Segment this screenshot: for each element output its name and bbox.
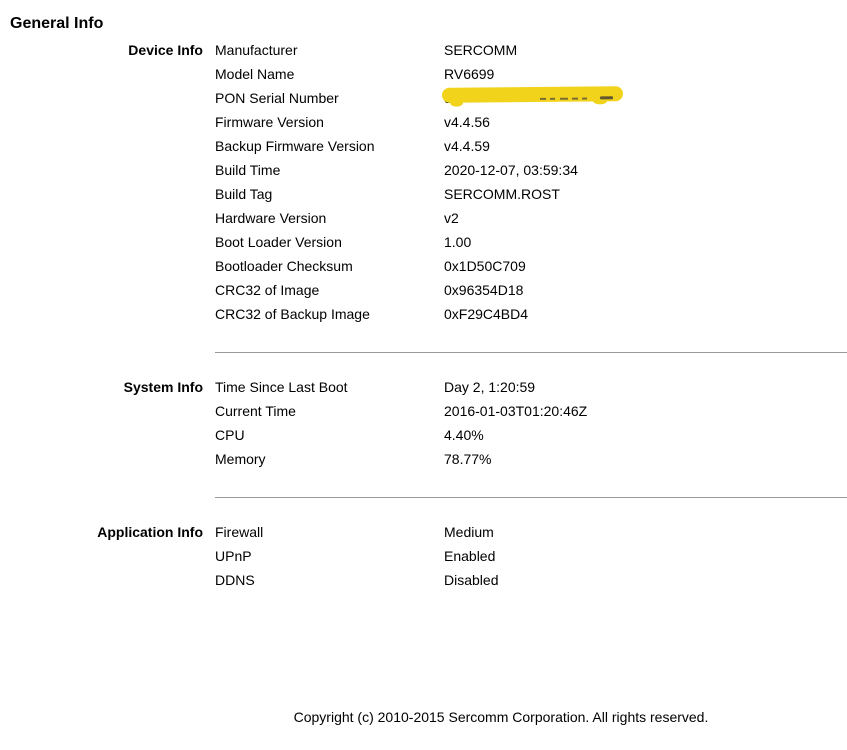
section-rows: [215, 520, 847, 592]
section-rows: [215, 38, 847, 326]
section-device-info: [0, 38, 847, 326]
section-rows: [215, 375, 847, 471]
section-title: System Info: [123, 379, 203, 395]
info-row: [215, 134, 847, 158]
field-label: CRC32 of Image: [215, 282, 320, 298]
info-row: [215, 230, 847, 254]
field-value: 78.77%: [444, 451, 492, 467]
field-value: SERCOMM.ROST: [444, 186, 560, 202]
obscured-text-mark: [572, 98, 578, 100]
info-row: [215, 38, 847, 62]
field-value: Day 2, 1:20:59: [444, 379, 536, 395]
field-value: v2: [444, 210, 459, 226]
field-value: Medium: [444, 524, 494, 540]
field-value: 0x1D50C709: [444, 258, 526, 274]
field-label: Firewall: [215, 524, 264, 540]
section-application-info: [0, 520, 847, 592]
field-value: RV6699: [444, 66, 495, 82]
info-sections: [0, 38, 847, 592]
copyright-text: Copyright (c) 2010-2015 Sercomm Corporation. All rights reserved.: [293, 709, 709, 725]
field-label: Model Name: [215, 66, 295, 82]
info-row: [215, 447, 847, 471]
section-title: Device Info: [128, 42, 203, 58]
info-row: [215, 520, 847, 544]
info-row: [215, 423, 847, 447]
field-value: v4.4.59: [444, 138, 490, 154]
field-value: 0x96354D18: [444, 282, 524, 298]
field-label: Backup Firmware Version: [215, 138, 375, 154]
field-label: Manufacturer: [215, 42, 298, 58]
highlight-bump: [450, 99, 463, 107]
obscured-text-mark: [560, 98, 568, 100]
field-label: Build Tag: [215, 186, 273, 202]
field-label: Hardware Version: [215, 210, 327, 226]
field-value: SERCOMM: [444, 42, 518, 58]
field-value: 4.40%: [444, 427, 484, 443]
field-label: Boot Loader Version: [215, 234, 342, 250]
section-title: Application Info: [97, 524, 203, 540]
field-value: v4.4.56: [444, 114, 490, 130]
pon-serial-value: [444, 86, 847, 110]
field-label: PON Serial Number: [215, 90, 339, 106]
info-row: [215, 206, 847, 230]
field-label: UPnP: [215, 548, 252, 564]
info-row: [215, 158, 847, 182]
obscured-text-mark: [550, 98, 555, 100]
field-label: Time Since Last Boot: [215, 379, 348, 395]
info-row: [215, 110, 847, 134]
redaction-highlight: [442, 86, 623, 103]
field-value: Disabled: [444, 572, 499, 588]
info-row: [215, 278, 847, 302]
obscured-text-mark: [600, 96, 613, 99]
info-row: [215, 399, 847, 423]
info-row: [215, 302, 847, 326]
info-row: [215, 182, 847, 206]
info-row: [215, 568, 847, 592]
field-label: Bootloader Checksum: [215, 258, 353, 274]
obscured-text-mark: [582, 98, 587, 100]
obscured-text-mark: [540, 98, 546, 100]
field-value: 2016-01-03T01:20:46Z: [444, 403, 588, 419]
info-row: [215, 375, 847, 399]
info-row: [215, 544, 847, 568]
field-label: Build Time: [215, 162, 281, 178]
section-system-info: [0, 375, 847, 471]
field-value: 0xF29C4BD4: [444, 306, 529, 322]
field-value: 1.00: [444, 234, 472, 250]
field-label: CPU: [215, 427, 245, 443]
info-row: [215, 254, 847, 278]
info-row: [215, 62, 847, 86]
field-label: CRC32 of Backup Image: [215, 306, 370, 322]
field-label: Memory: [215, 451, 266, 467]
field-label: Firmware Version: [215, 114, 324, 130]
section-divider: [215, 497, 847, 498]
field-label: Current Time: [215, 403, 296, 419]
field-value: 2020-12-07, 03:59:34: [444, 162, 578, 178]
field-label: DDNS: [215, 572, 255, 588]
info-row: [215, 86, 847, 110]
field-value: Enabled: [444, 548, 496, 564]
page-title: General Info: [10, 14, 104, 32]
section-divider: [215, 352, 847, 353]
